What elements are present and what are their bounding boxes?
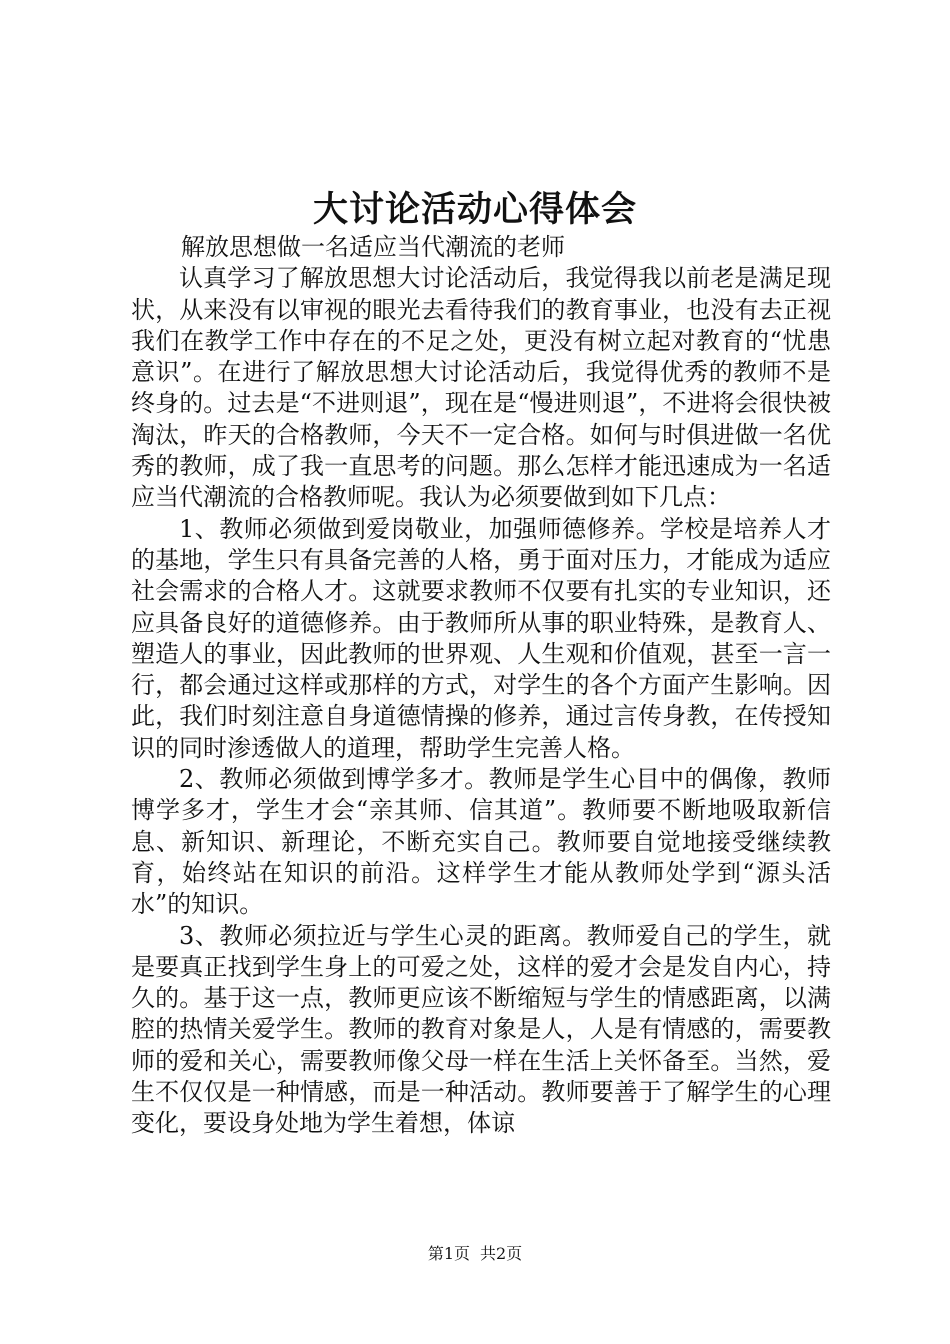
document-body	[131, 232, 831, 1140]
document-subtitle: 解放思想做一名适应当代潮流的老师	[181, 233, 565, 261]
page-footer	[0, 1244, 950, 1264]
paragraph-point-2: 2、教师必须做到博学多才。教师是学生心目中的偶像，教师博学多才，学生才会“亲其师、信其道”。教师要不断地吸取新信息、新知识、新理论，不断充实自己。教师要自觉地接受继续教育，始终站在知识的前沿。这样学生才能从教师处学到“源头活水”的知识。	[131, 765, 831, 919]
paragraph-point-1: 1、教师必须做到爱岗敬业，加强师德修养。学校是培养人才的基地，学生只有具备完善的人格，勇于面对压力，才能成为适应社会需求的合格人才。这就要求教师不仅要有扎实的专业知识，还应具备良好的道德修养。由于教师所从事的职业特殊，是教育人、塑造人的事业，因此教师的世界观、人生观和价值观，甚至一言一行，都会通过这样或那样的方式，对学生的各个方面产生影响。因此，我们时刻注意自身道德情操的修养，通过言传身教，在传授知识的同时渗透做人的道理，帮助学生完善人格。	[131, 514, 831, 762]
paragraph-intro: 认真学习了解放思想大讨论活动后，我觉得我以前老是满足现状，从来没有以审视的眼光去看待我们的教育事业，也没有去正视我们在教学工作中存在的不足之处，更没有树立起对教育的“忧患意识”。在进行了解放思想大讨论活动后，我觉得优秀的教师不是终身的。过去是“不进则退”，现在是“慢进则退”，不进将会很快被淘汰，昨天的合格教师，今天不一定合格。如何与时俱进做一名优秀的教师，成了我一直思考的问题。那么怎样才能迅速成为一名适应当代潮流的合格教师呢。我认为必须要做到如下几点：	[131, 264, 831, 512]
page-number-total: 共2页	[480, 1244, 523, 1263]
document-title: 大讨论活动心得体会	[312, 189, 637, 230]
paragraph-point-3: 3、教师必须拉近与学生心灵的距离。教师爱自己的学生，就是要真正找到学生身上的可爱之处，这样的爱才会是发自内心，持久的。基于这一点，教师更应该不断缩短与学生的情感距离，以满腔的热情关爱学生。教师的教育对象是人，人是有情感的，需要教师的爱和关心，需要教师像父母一样在生活上关怀备至。当然，爱生不仅仅是一种情感，而是一种活动。教师要善于了解学生的心理变化，要设身处地为学生着想，体谅	[131, 921, 831, 1138]
page-number-current: 第1页	[427, 1244, 470, 1263]
